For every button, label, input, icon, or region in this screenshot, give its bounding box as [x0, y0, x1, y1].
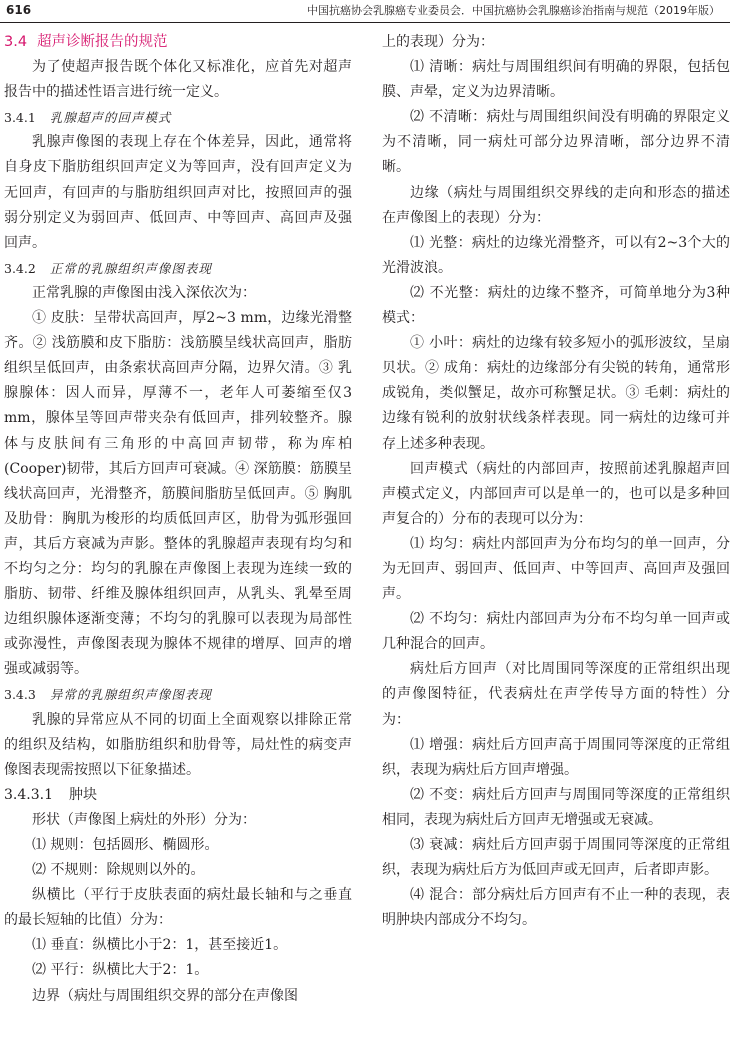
list-item-echo-nonuniform: ⑵ 不均匀：病灶内部回声为分布不均匀单一回声或几种混合的回声。 [382, 611, 730, 653]
paragraph-echo-mode: 乳腺声像图的表现上存在个体差异，因此，通常将自身皮下脂肪组织回声定义为等回声，没有回声定义为无回声，有回声的与脂肪组织回声对比，按照回声的强弱分别定义为弱回声、低回声、中等回声、高回声及强回声。 [4, 134, 352, 251]
list-item-ratio-vertical: ⑴ 垂直：纵横比小于2：1，甚至接近1。 [32, 937, 288, 954]
section-heading-3-4 [4, 30, 352, 55]
paragraph-boundary-start: 边界（病灶与周围组织交界的部分在声像图 [32, 987, 298, 1004]
section-number: 3.4.3.1 [4, 786, 53, 803]
section-number: 3.4 [4, 34, 28, 50]
paragraph-shape: 形状（声像图上病灶的外形）分为： [32, 811, 256, 828]
list-item-boundary-unclear: ⑵ 不清晰：病灶与周围组织间没有明确的界限定义为不清晰，同一病灶可部分边界清晰，部分边界不清晰。 [382, 109, 730, 176]
running-header-title: 中国抗癌协会乳腺癌专业委员会．中国抗癌协会乳腺癌诊治指南与规范（2019年版） [307, 4, 720, 17]
right-column [382, 30, 730, 933]
paragraph-margin: 边缘（病灶与周围组织交界线的走向和形态的描述在声像图上的表现）分为： [382, 184, 730, 226]
paragraph-normal-intro: 正常乳腺的声像图由浅入深依次为： [32, 284, 256, 301]
section-heading-3-4-3-1 [4, 783, 352, 808]
list-item-margin-smooth: ⑴ 光整：病灶的边缘光滑整齐，可以有2~3个大的光滑波浪。 [382, 234, 730, 276]
list-item-shape-regular: ⑴ 规则：包括圆形、椭圆形。 [32, 837, 219, 853]
list-item-posterior-attenuation: ⑶ 衰减：病灶后方回声弱于周围同等深度的正常组织，表现为病灶后方为低回声或无回声，后者即声影。 [382, 837, 730, 879]
paragraph-margin-modes: ① 小叶：病灶的边缘有较多短小的弧形波纹，呈扇贝状。② 成角：病灶的边缘部分有尖锐的转角，通常形成锐角，类似蟹足，故亦可称蟹足状。③ 毛刺：病灶的边缘有锐利的放射状线条样表现。同一病灶的边缘可并存上述多种表现。 [382, 335, 730, 452]
section-number: 3.4.2 [4, 260, 36, 276]
list-item-ratio-parallel: ⑵ 平行：纵横比大于2：1。 [32, 962, 209, 979]
list-item-posterior-mixed: ⑷ 混合：部分病灶后方回声有不止一种的表现，表明肿块内部成分不均匀。 [382, 887, 730, 929]
paragraph-intro: 为了使超声报告既个体化又标准化，应首先对超声报告中的描述性语言进行统一定义。 [4, 59, 352, 101]
list-item-shape-irregular: ⑵ 不规则：除规则以外的。 [32, 862, 205, 879]
list-item-posterior-unchanged: ⑵ 不变：病灶后方回声与周围同等深度的正常组织相同，表现为病灶后方回声无增强或无衰减。 [382, 786, 730, 828]
list-item-margin-rough: ⑵ 不光整：病灶的边缘不整齐，可简单地分为3种模式： [382, 284, 730, 327]
section-number: 3.4.1 [4, 110, 36, 126]
paragraph-boundary-continued: 上的表现）分为： [382, 34, 494, 50]
section-title: 异常的乳腺组织声像图表现 [49, 687, 212, 703]
page-number: 616 [6, 3, 32, 17]
section-heading-3-4-3 [4, 682, 352, 707]
list-item-boundary-clear: ⑴ 清晰：病灶与周围组织间有明确的界限，包括包膜、声晕，定义为边界清晰。 [382, 59, 730, 101]
running-header [0, 0, 730, 23]
section-heading-3-4-1 [4, 105, 352, 130]
paragraph-aspect-ratio: 纵横比（平行于皮肤表面的病灶最长轴和与之垂直的最长短轴的比值）分为： [4, 887, 352, 929]
section-heading-3-4-2 [4, 256, 352, 281]
list-item-echo-uniform: ⑴ 均匀：病灶内部回声为分布均匀的单一回声，分为无回声、弱回声、低回声、中等回声、高回声及强回声。 [382, 535, 730, 603]
paragraph-abnormal: 乳腺的异常应从不同的切面上全面观察以排除正常的组织及结构，如脂肪组织和肋骨等，局灶性的病变声像图表现需按照以下征象描述。 [4, 711, 352, 778]
section-title: 乳腺超声的回声模式 [49, 110, 172, 126]
section-number: 3.4.3 [4, 687, 36, 703]
list-item-posterior-enhance: ⑴ 增强：病灶后方回声高于周围同等深度的正常组织，表现为病灶后方回声增强。 [382, 736, 730, 778]
section-title: 正常的乳腺组织声像图表现 [49, 260, 212, 276]
left-column [4, 30, 352, 1009]
section-title: 超声诊断报告的规范 [37, 34, 168, 50]
paragraph-posterior-echo: 病灶后方回声（对比周围同等深度的正常组织出现的声像图特征，代表病灶在声学传导方面的特性）分为： [382, 661, 730, 728]
paragraph-normal-detail: ① 皮肤：呈带状高回声，厚2~3 mm，边缘光滑整齐。② 浅筋膜和皮下脂肪：浅筋膜呈线状高回声，脂肪组织呈低回声，由条索状高回声分隔，边界欠清。③ 乳腺腺体：因人而异，厚薄不一，老年人可萎缩至仅3 mm，腺体呈等回声带夹杂有低回声，排列较整齐。腺体与皮肤间有三角形的中高回声韧带，称为库柏(Cooper)韧带，其后方回声可衰减。④ 深筋膜：筋膜呈线状高回声，光滑整齐，筋膜间脂肪呈低回声。⑤ 胸肌及肋骨：胸肌为梭形的均质低回声区，肋骨为弧形强回声，其后方衰减为声影。整体的乳腺超声表现有均匀和不均匀之分：均匀的乳腺在声像图上表现为连续一致的脂肪、韧带、纤维及腺体组织回声，从乳头、乳晕至周边组织腺体逐渐变薄；不均匀的乳腺可以表现为局部性或弥漫性，声像图表现为腺体不规律的增厚、回声的增强或减弱等。 [4, 310, 352, 678]
paragraph-echo-pattern: 回声模式（病灶的内部回声，按照前述乳腺超声回声模式定义，内部回声可以是单一的，也可以是多种回声复合的）分布的表现可以分为： [382, 460, 730, 527]
section-title: 肿块 [68, 786, 97, 803]
